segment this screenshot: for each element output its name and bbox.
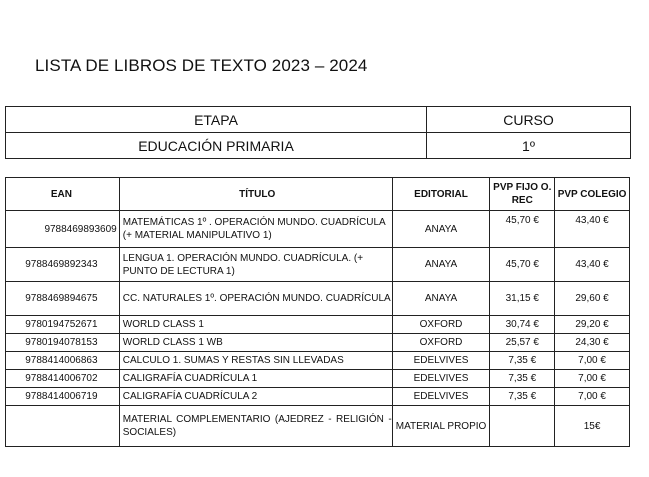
titulo-cell: WORLD CLASS 1 xyxy=(119,316,392,334)
titulo-cell: CC. NATURALES 1º. OPERACIÓN MUNDO. CUADRÍCULA xyxy=(119,282,392,316)
stage-value-row xyxy=(6,133,631,159)
pvp-colegio-header: PVP COLEGIO xyxy=(555,178,630,211)
table-row xyxy=(6,248,630,282)
titulo-cell: CALCULO 1. SUMAS Y RESTAS SIN LLEVADAS xyxy=(119,352,392,370)
pvp-colegio-cell: 43,40 € xyxy=(555,248,630,282)
editorial-cell: OXFORD xyxy=(392,334,490,352)
editorial-cell: ANAYA xyxy=(392,282,490,316)
ean-header: EAN xyxy=(6,178,120,211)
ean-cell: 9788469892343 xyxy=(6,248,120,282)
stage-header-row xyxy=(6,107,631,133)
table-row xyxy=(6,406,630,447)
ean-cell: 9788469894675 xyxy=(6,282,120,316)
editorial-cell: EDELVIVES xyxy=(392,388,490,406)
titulo-cell: LENGUA 1. OPERACIÓN MUNDO. CUADRÍCULA. (+ PUNTO DE LECTURA 1) xyxy=(119,248,392,282)
editorial-cell: EDELVIVES xyxy=(392,370,490,388)
ean-cell: 9788414006719 xyxy=(6,388,120,406)
curso-header: CURSO xyxy=(427,107,631,133)
ean-cell xyxy=(6,406,120,447)
editorial-cell: MATERIAL PROPIO xyxy=(392,406,490,447)
pvp-fijo-cell: 30,74 € xyxy=(490,316,555,334)
pvp-fijo-cell: 7,35 € xyxy=(490,352,555,370)
pvp-fijo-cell: 25,57 € xyxy=(490,334,555,352)
pvp-colegio-cell: 7,00 € xyxy=(555,370,630,388)
titulo-cell: MATEMÁTICAS 1º . OPERACIÓN MUNDO. CUADRÍCULA (+ MATERIAL MANIPULATIVO 1) xyxy=(119,211,392,248)
books-header-row xyxy=(6,178,630,211)
pvp-colegio-cell: 24,30 € xyxy=(555,334,630,352)
pvp-fijo-cell: 31,15 € xyxy=(490,282,555,316)
pvp-colegio-cell: 7,00 € xyxy=(555,352,630,370)
ean-cell: 9788414006702 xyxy=(6,370,120,388)
ean-cell: 9788469893609 xyxy=(6,211,120,248)
titulo-cell: CALIGRAFÍA CUADRÍCULA 1 xyxy=(119,370,392,388)
table-row xyxy=(6,388,630,406)
editorial-cell: ANAYA xyxy=(392,248,490,282)
titulo-cell: WORLD CLASS 1 WB xyxy=(119,334,392,352)
pvp-fijo-cell xyxy=(490,406,555,447)
books-table xyxy=(5,177,630,447)
document-title: LISTA DE LIBROS DE TEXTO 2023 – 2024 xyxy=(35,56,368,75)
titulo-cell: CALIGRAFÍA CUADRÍCULA 2 xyxy=(119,388,392,406)
table-row xyxy=(6,282,630,316)
table-row xyxy=(6,316,630,334)
ean-cell: 9780194752671 xyxy=(6,316,120,334)
curso-value: 1º xyxy=(427,133,631,159)
editorial-cell: ANAYA xyxy=(392,211,490,248)
table-row xyxy=(6,334,630,352)
pvp-fijo-cell: 45,70 € xyxy=(490,211,555,248)
editorial-cell: OXFORD xyxy=(392,316,490,334)
etapa-header: ETAPA xyxy=(6,107,427,133)
editorial-cell: EDELVIVES xyxy=(392,352,490,370)
pvp-colegio-cell: 15€ xyxy=(555,406,630,447)
pvp-fijo-cell: 7,35 € xyxy=(490,388,555,406)
pvp-colegio-cell: 7,00 € xyxy=(555,388,630,406)
pvp-fijo-cell: 45,70 € xyxy=(490,248,555,282)
ean-cell: 9780194078153 xyxy=(6,334,120,352)
titulo-header: TÍTULO xyxy=(119,178,392,211)
etapa-value: EDUCACIÓN PRIMARIA xyxy=(6,133,427,159)
editorial-header: EDITORIAL xyxy=(392,178,490,211)
pvp-fijo-cell: 7,35 € xyxy=(490,370,555,388)
titulo-cell: MATERIAL COMPLEMENTARIO (AJEDREZ - RELIGIÓN - SOCIALES) xyxy=(119,406,392,447)
pvp-fijo-header: PVP FIJO O. REC xyxy=(490,178,555,211)
pvp-colegio-cell: 43,40 € xyxy=(555,211,630,248)
table-row xyxy=(6,370,630,388)
pvp-colegio-cell: 29,60 € xyxy=(555,282,630,316)
table-row xyxy=(6,211,630,248)
stage-course-table xyxy=(5,106,631,159)
ean-cell: 9788414006863 xyxy=(6,352,120,370)
pvp-colegio-cell: 29,20 € xyxy=(555,316,630,334)
table-row xyxy=(6,352,630,370)
